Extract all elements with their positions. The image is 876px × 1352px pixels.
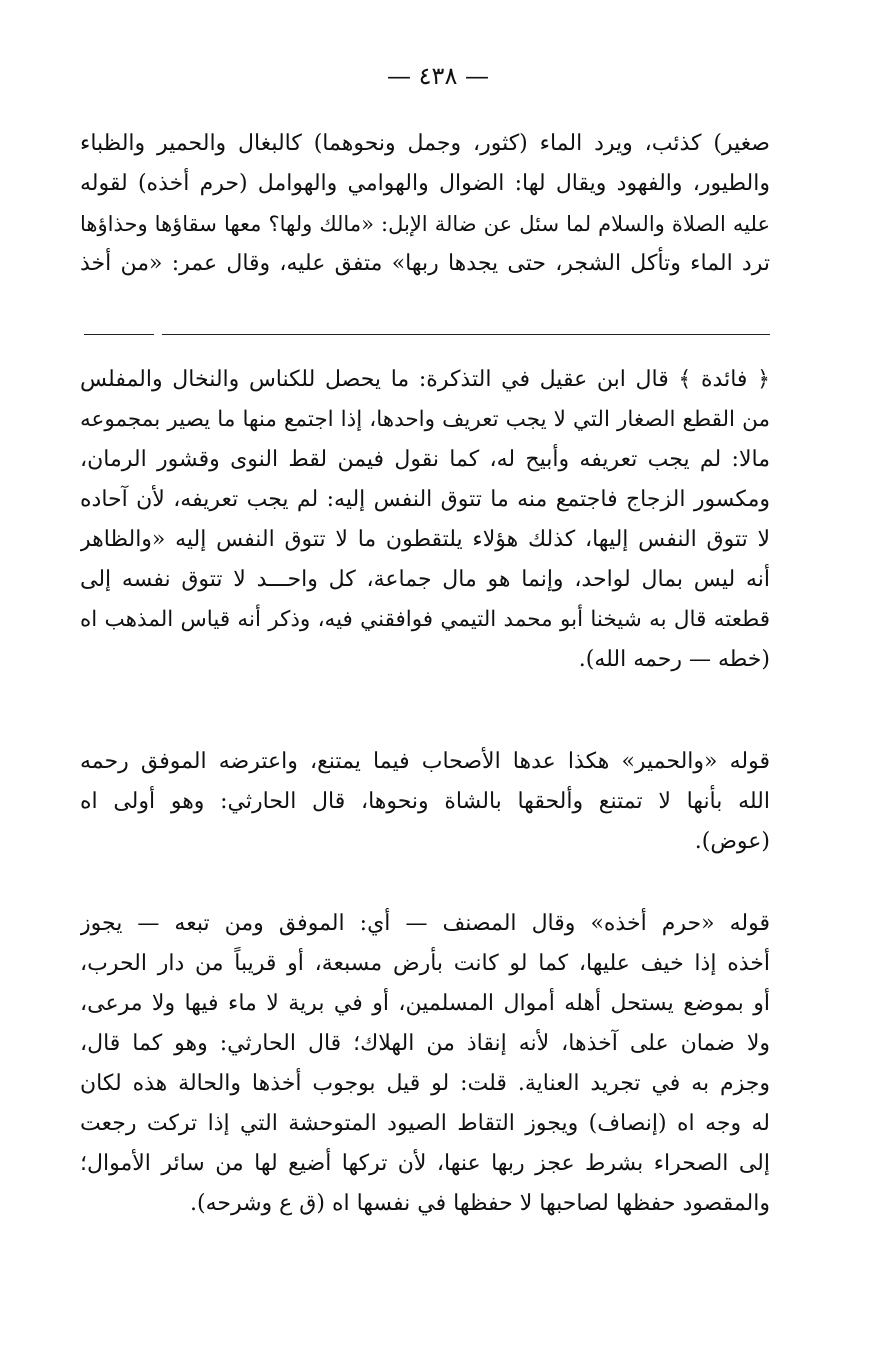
text-line: لا تتوق النفس إليها، كذلك هؤلاء يلتقطون ما لا تتوق النفس إليه «والظاهر — [80, 527, 770, 552]
text-line: عليه الصلاة والسلام لما سئل عن ضالة الإبل: «مالك ولها؟ معها سقاؤها وحذاؤها — [80, 212, 770, 236]
footnote-benefit — [80, 360, 770, 680]
text-line: والطيور، والفهود ويقال لها: الضوال والهوامي والهوامل (حرم أخذه) لقوله — [80, 171, 770, 196]
text-line: صغير) كذئب، ويرد الماء (كثور، وجمل ونحوهما) كالبغال والحمير والظباء — [80, 131, 770, 156]
footnote-donkeys — [80, 742, 770, 862]
footnote-taking — [80, 904, 770, 1224]
main-text — [80, 124, 770, 284]
text-line: أو بموضع يستحل أهله أموال المسلمين، أو في برية لا ماء فيها ولا مرعى، — [80, 991, 770, 1016]
text-line: من القطع الصغار التي لا يجب تعريف واحدها، إذا اجتمع منها ما يصير بمجموعه — [80, 407, 770, 432]
text-line: ترد الماء وتأكل الشجر، حتى يجدها ربها» متفق عليه، وقال عمر: «من أخذ — [80, 251, 770, 276]
text-line: والمقصود حفظها لصاحبها لا حفظها في نفسها اه (ق ع وشرحه). — [190, 1191, 770, 1216]
footnote-divider — [84, 334, 770, 335]
text-line: ومكسور الزجاج فاجتمع منه ما تتوق النفس إليه: لم يجب تعريفه، لأن آحاده — [80, 487, 770, 512]
text-line: ﴿ فائدة ﴾ قال ابن عقيل في التذكرة: ما يحصل للكناس والنخال والمفلس — [80, 367, 770, 392]
text-line: وجزم به في تجريد العناية. قلت: لو قيل بوجوب أخذها والحالة هذه لكان — [80, 1071, 770, 1096]
text-line: مالا: لم يجب تعريفه وأبيح له، كما نقول فيمن لقط النوى وقشور الرمان، — [80, 447, 770, 472]
text-line: له وجه اه (إنصاف) ويجوز التقاط الصيود المتوحشة التي إذا تركت رجعت — [80, 1111, 770, 1136]
page-number: — ٤٣٨ — — [387, 62, 489, 90]
text-line: (خطه — رحمه الله). — [578, 647, 770, 672]
text-line: ولا ضمان على آخذها، لأنه إنقاذ من الهلاك؛ قال الحارثي: وهو كما قال، — [80, 1031, 770, 1056]
text-line: إلى الصحراء بشرط عجز ربها عنها، لأن تركها أضيع لها من سائر الأموال؛ — [80, 1151, 770, 1176]
text-line: أنه ليس بمال لواحد، وإنما هو مال جماعة، كل واحـــد لا تتوق نفسه إلى — [80, 567, 770, 592]
text-line: قطعته قال به شيخنا أبو محمد التيمي فوافقني فيه، وذكر أنه قياس المذهب اه — [80, 607, 770, 632]
text-line: قوله «حرم أخذه» وقال المصنف — أي: الموفق ومن تبعه — يجوز — [80, 911, 770, 936]
text-line: قوله «والحمير» هكذا عدها الأصحاب فيما يمتنع، واعترضه الموفق رحمه — [80, 749, 770, 774]
text-line: (عوض). — [694, 829, 770, 854]
text-line: أخذه إذا خيف عليها، كما لو كانت بأرض مسبعة، أو قريباً من دار الحرب، — [80, 951, 770, 976]
text-line: الله بأنها لا تمتنع وألحقها بالشاة ونحوها، قال الحارثي: وهو أولى اه — [80, 789, 770, 814]
